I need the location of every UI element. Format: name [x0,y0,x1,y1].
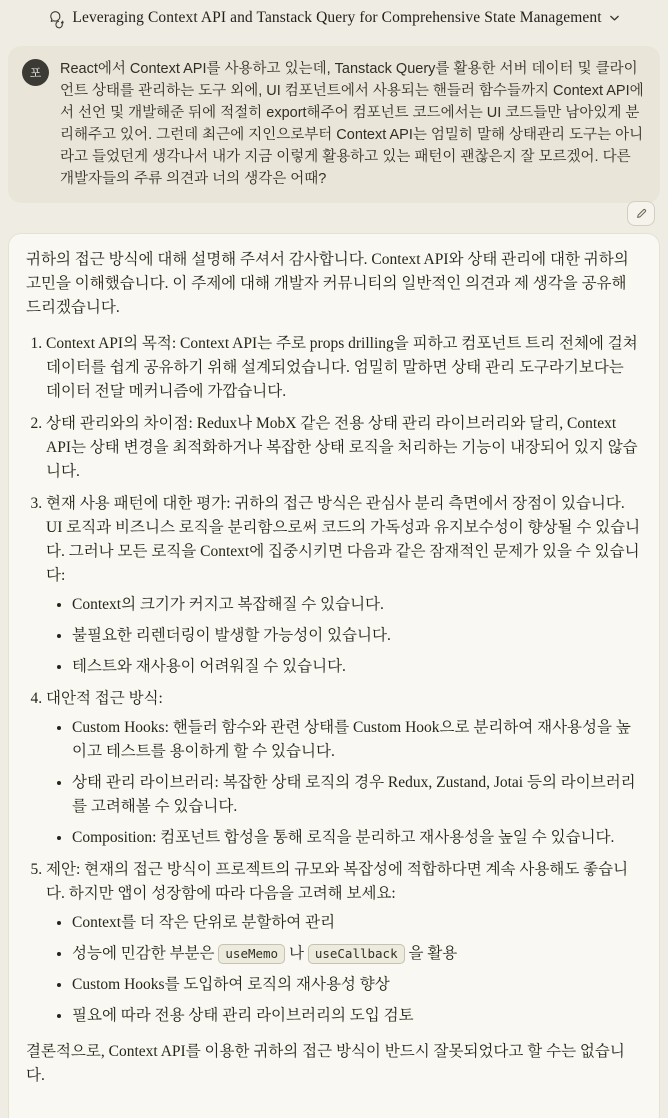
list-item-5 [46,858,642,1028]
user-avatar: 포 [22,59,49,86]
edit-message-button[interactable] [627,201,655,226]
chats-icon [48,10,65,27]
list-item-5-text: 제안: 현재의 접근 방식이 프로젝트의 규모와 복잡성에 적합하다면 계속 사용해도 좋습니다. 하지만 앱이 성장함에 따라 다음을 고려해 보세요: [46,861,629,902]
bullet-item: • Composition: 컴포넌트 합성을 통해 로직을 분리하고 재사용성을 높일 수 있습니다. [72,826,642,850]
bullet-text: 나 [285,945,308,962]
list-item-5-bullets [46,911,642,1028]
bullet-item: • 필요에 따라 전용 상태 관리 라이브러리의 도입 검토 [72,1004,642,1028]
chevron-down-icon [609,14,620,22]
inline-code-usecallback: useCallback [308,944,405,964]
pencil-icon [635,207,648,220]
list-item-4 [46,687,642,850]
list-item-2 [46,412,642,484]
user-message [8,46,660,203]
user-message-text: React에서 Context API를 사용하고 있는데, Tanstack Query를 활용한 서버 데이터 및 클라이언트 상태를 관리하는 도구 외에, UI 컴포넌트에서 사용되는 핸들러 함수들까지 Context API에서 선언 및 개발해준 뒤에 적절히 export해주어 컴포넌트 코드에서는 UI 코드들만 남아있게 분리해주고 있어. 그런데 최근에 지인으로부터 Context API는 엄밀히 말해 상태관리 도구는 아니라고 들었던게 생각나서 내가 지금 이렇게 활용하고 있는 패턴이 괜찮은지 잘 모르겠어. 다른 개발자들의 주류 의견과 너의 생각은 어때? [60,61,644,187]
list-item-1 [46,332,642,404]
list-item-1-text: Context API의 목적: Context API는 주로 props drilling을 피하고 컴포넌트 트리 전체에 걸쳐 데이터를 쉽게 공유하기 위해 설계되었습니다. 엄밀히 말하면 상태 관리 도구라기보다는 데이터 전달 메커니즘에 가깝습니다. [46,335,638,400]
assistant-intro: 귀하의 접근 방식에 대해 설명해 주셔서 감사합니다. Context API와 상태 관리에 대한 귀하의 고민을 이해했습니다. 이 주제에 대해 개발자 커뮤니티의 일반적인 의견과 제 생각을 공유해 드리겠습니다. [26,251,629,316]
list-item-4-text: 대안적 접근 방식: [46,690,163,707]
bullet-item: • Context의 크기가 커지고 복잡해질 수 있습니다. [72,593,642,617]
list-item-3-text: 현재 사용 패턴에 대한 평가: 귀하의 접근 방식은 관심사 분리 측면에서 장점이 있습니다. UI 로직과 비즈니스 로직을 분리함으로써 코드의 가독성과 유지보수성이 향상될 수 있습니다. 그러나 모든 로직을 Context에 집중시키면 다음과 같은 잠재적인 문제가 있을 수 있습니다: [46,495,641,584]
bullet-item: • Custom Hooks: 핸들러 함수와 관련 상태를 Custom Hook으로 분리하여 재사용성을 높이고 테스트를 용이하게 할 수 있습니다. [72,716,642,764]
assistant-numbered-list [26,332,642,1028]
list-item-2-text: 상태 관리와의 차이점: Redux나 MobX 같은 전용 상태 관리 라이브러리와 달리, Context API는 상태 변경을 최적화하거나 복잡한 상태 로직을 처리하는 기능이 내장되어 있지 않습니다. [46,415,638,480]
bullet-item: • Custom Hooks를 도입하여 로직의 재사용성 향상 [72,973,642,997]
bullet-item: • 불필요한 리렌더링이 발생할 가능성이 있습니다. [72,624,642,648]
bullet-item: • 테스트와 재사용이 어려워질 수 있습니다. [72,655,642,679]
assistant-conclusion: 결론적으로, Context API를 이용한 귀하의 접근 방식이 반드시 잘못되었다고 할 수는 없습니다. [26,1043,625,1084]
conversation-title-button[interactable] [48,9,619,27]
assistant-message [8,233,660,1118]
list-item-3 [46,492,642,679]
list-item-3-bullets [46,593,642,679]
conversation-title: Leveraging Context API and Tanstack Query for Comprehensive State Management [72,9,602,26]
bullet-text: 을 활용 [404,945,458,962]
bullet-item [72,942,642,966]
list-item-4-bullets [46,716,642,850]
bullet-item: • Context를 더 작은 단위로 분할하여 관리 [72,911,642,935]
inline-code-usememo: useMemo [218,944,285,964]
bullet-item: • 상태 관리 라이브러리: 복잡한 상태 로직의 경우 Redux, Zustand, Jotai 등의 라이브러리를 고려해볼 수 있습니다. [72,771,642,819]
conversation-header [0,0,668,36]
bullet-text: 성능에 민감한 부분은 [72,945,219,962]
